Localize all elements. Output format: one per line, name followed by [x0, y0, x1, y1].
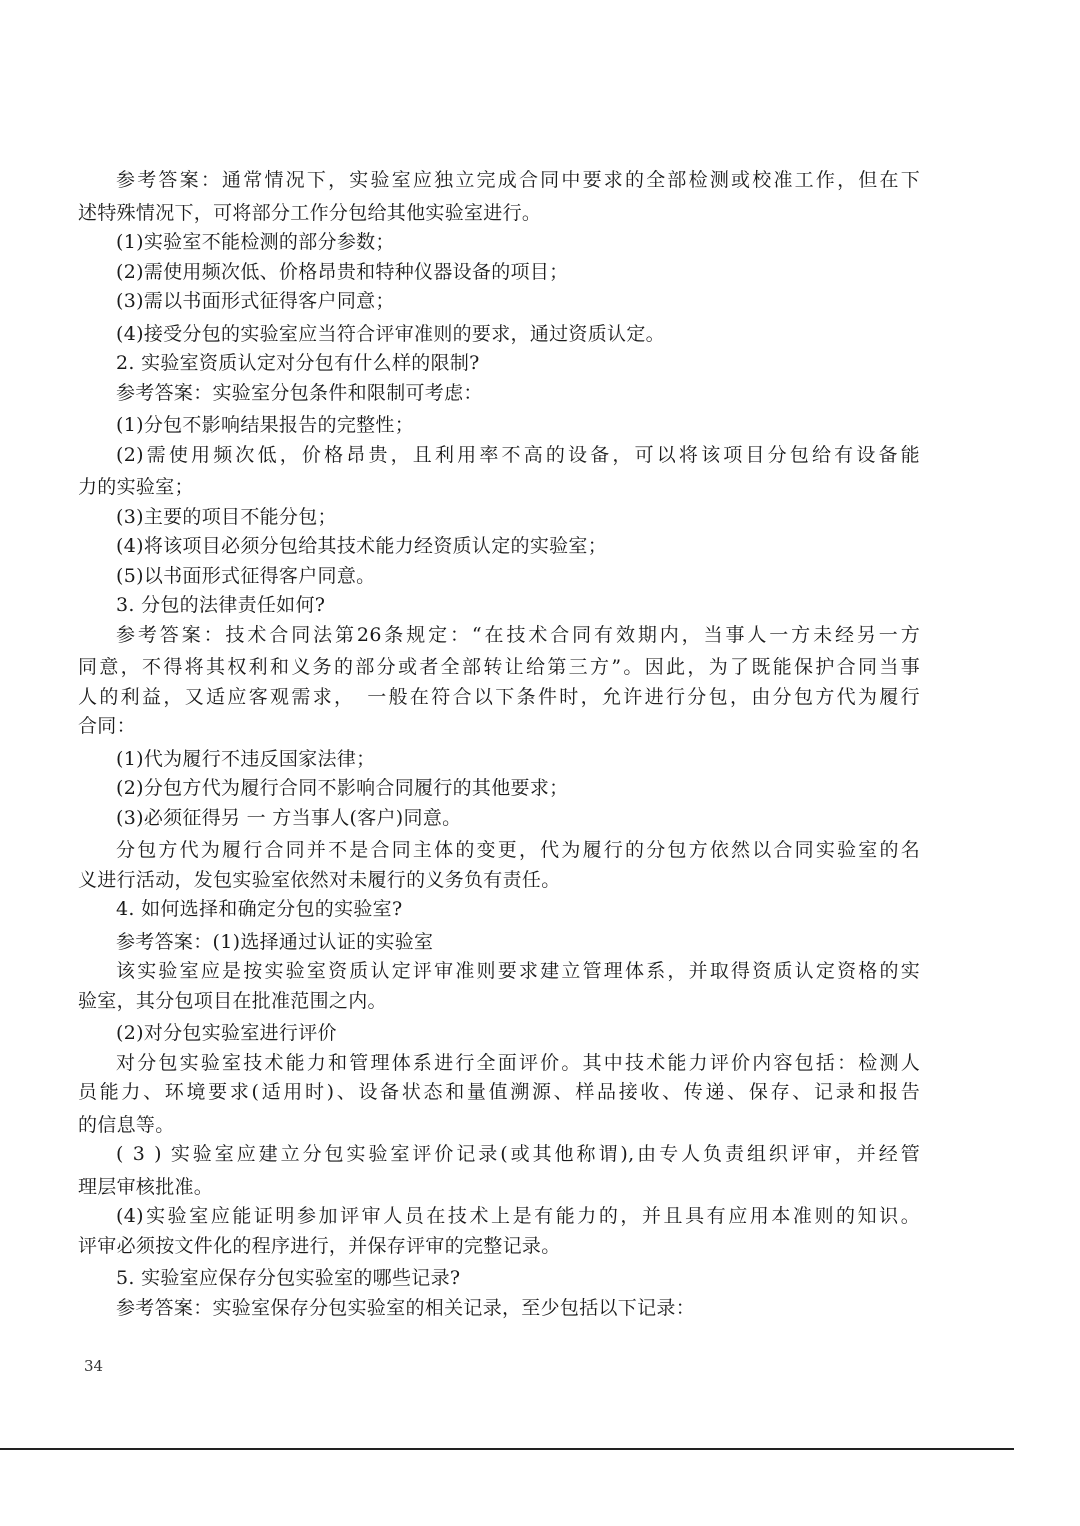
text-line: 参考答案：(1)选择通过认证的实验室	[116, 930, 434, 953]
text-line: (2)分包方代为履行合同不影响合同履行的其他要求；	[116, 777, 569, 799]
text-line: (3)主要的项目不能分包；	[116, 505, 337, 528]
text-line: 同意，不得将其权利和义务的部分或者全部转让给第三方”。因此，为了既能保护合同当事	[78, 656, 920, 678]
text-line: (4)实验室应能证明参加评审人员在技术上是有能力的，并且具有应用本准则的知识。	[116, 1205, 920, 1227]
text-line: (2)对分包实验室进行评价	[116, 1022, 337, 1044]
text-line: 述特殊情况下，可将部分工作分包给其他实验室进行。	[78, 201, 542, 224]
text-line: (5)以书面形式征得客户同意。	[116, 564, 376, 587]
text-line: 4. 如何选择和确定分包的实验室?	[116, 898, 403, 920]
text-line: 合同：	[78, 715, 136, 737]
text-line: 人的利益，又适应客观需求， 一般在符合以下条件时，允许进行分包，由分包方代为履行	[78, 685, 920, 708]
text-line: (1)分包不影响结果报告的完整性；	[116, 414, 415, 436]
text-line: 3. 分包的法律责任如何?	[116, 594, 326, 616]
text-line: 该实验室应是按实验室资质认定评审准则要求建立管理体系，并取得资质认定资格的实	[116, 960, 920, 982]
text-line: (4)接受分包的实验室应当符合评审准则的要求，通过资质认定。	[116, 322, 665, 345]
bottom-rule	[0, 1448, 1014, 1450]
text-line: 分包方代为履行合同并不是合同主体的变更，代为履行的分包方依然以合同实验室的名	[116, 839, 920, 861]
page-number: 34	[84, 1357, 104, 1375]
text-line: 员能力、环境要求(适用时)、设备状态和量值溯源、样品接收、传递、保存、记录和报告	[78, 1081, 920, 1103]
text-line: 5. 实验室应保存分包实验室的哪些记录?	[116, 1267, 461, 1289]
text-line: 验室，其分包项目在批准范围之内。	[78, 989, 387, 1012]
text-line: (3)必须征得另 一 方当事人(客户)同意。	[116, 806, 462, 829]
text-line: (3)需以书面形式征得客户同意；	[116, 290, 395, 312]
text-line: ( 3 ) 实验室应建立分包实验室评价记录(或其他称谓),由专人负责组织评审，并经管	[116, 1143, 920, 1165]
document-body	[78, 166, 920, 1323]
text-line: 对分包实验室技术能力和管理体系进行全面评价。其中技术能力评价内容包括：检测人	[116, 1051, 920, 1074]
text-line: 参考答案：实验室分包条件和限制可考虑：	[116, 381, 483, 404]
text-line: (2)需使用频次低、价格昂贵和特种仪器设备的项目；	[116, 260, 569, 283]
text-line: 义进行活动，发包实验室依然对未履行的义务负有责任。	[78, 868, 561, 891]
text-line: (4)将该项目必须分包给其技术能力经资质认定的实验室；	[116, 535, 608, 557]
text-line: 参考答案：技术合同法第26条规定：“在技术合同有效期内，当事人一方未经另一方	[116, 623, 920, 646]
text-line: 2. 实验室资质认定对分包有什么样的限制?	[116, 352, 480, 374]
text-line: 力的实验室；	[78, 476, 194, 498]
text-line: 理层审核批准。	[78, 1175, 214, 1198]
text-line: (1)实验室不能检测的部分参数；	[116, 231, 395, 253]
text-line: 参考答案：通常情况下，实验室应独立完成合同中要求的全部检测或校准工作，但在下	[116, 169, 920, 191]
text-line: (2)需使用频次低，价格昂贵，且利用率不高的设备，可以将该项目分包给有设备能	[116, 443, 920, 466]
text-line: 参考答案：实验室保存分包实验室的相关记录，至少包括以下记录：	[116, 1296, 696, 1319]
text-line: 的信息等。	[78, 1113, 175, 1136]
text-line: (1)代为履行不违反国家法律；	[116, 747, 376, 770]
text-line: 评审必须按文件化的程序进行，并保存评审的完整记录。	[78, 1234, 561, 1257]
